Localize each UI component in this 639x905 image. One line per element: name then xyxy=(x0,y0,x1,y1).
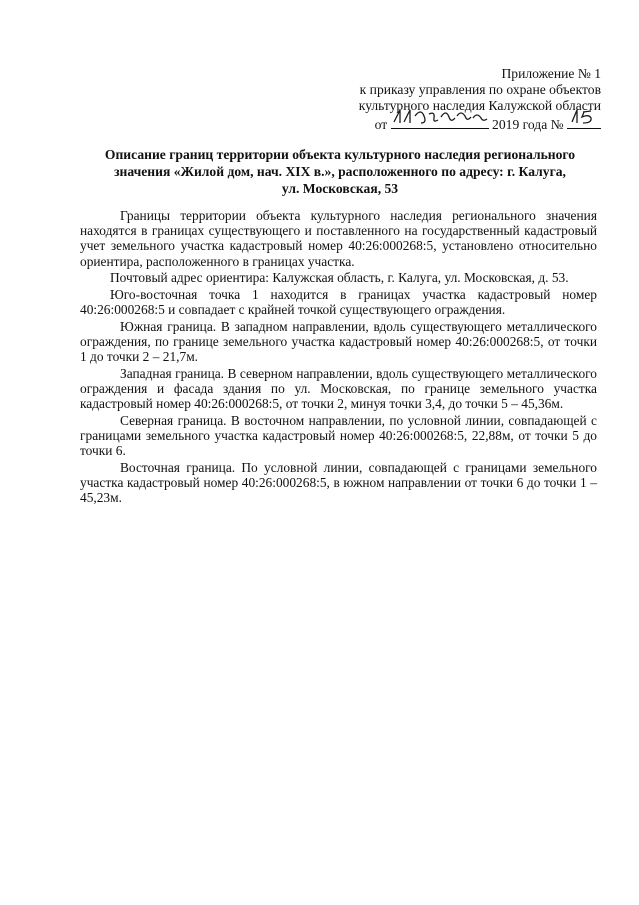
paragraph-postal-address: Почтовый адрес ориентира: Калужская область, г. Калуга, ул. Московская, д. 53. xyxy=(110,270,569,286)
paragraph-south-boundary: Южная граница. В западном направлении, вдоль существующего металлического ограждения, по границе земельного участка кадастровый номер 40:26:000268:5, от точки 1 до точки 2 – 21,7м. xyxy=(80,318,597,364)
handwritten-date-signature xyxy=(391,114,489,129)
document-title xyxy=(80,146,600,197)
paragraph-southeast-point: Юго-восточная точка 1 находится в границах участка кадастровый номер 40:26:000268:5 и совпадает с крайней точкой существующего ограждения. xyxy=(80,286,597,317)
paragraph-boundaries: Границы территории объекта культурного наследия регионального значения находятся в границах существующего и поставленного на государственный кадастровый учет земельного участка кадастровый номер 40:26:000268:5, установлено относительно ориентира, расположенного в границах участка. xyxy=(80,208,597,269)
title-line-1: Описание границ территории объекта культурного наследия регионального xyxy=(104,147,576,162)
title-line-3: ул. Московская, 53 xyxy=(281,181,399,196)
handwritten-order-number xyxy=(567,114,601,129)
appendix-number: Приложение № 1 xyxy=(501,66,601,81)
paragraph-east-boundary: Восточная граница. По условной линии, совпадающей с границами земельного участка кадастровый номер 40:26:000268:5, в южном направлении от точки 6 до точки 1 – 45,23м. xyxy=(80,459,597,505)
appendix-header xyxy=(359,66,601,133)
title-line-2: значения «Жилой дом, нач. XIX в.», расположенного по адресу: г. Калуга, xyxy=(114,164,566,179)
document-body xyxy=(80,208,597,507)
paragraph-west-boundary: Западная граница. В северном направлении, вдоль существующего металлического ограждения и фасада здания по ул. Московская, по границе земельного участка кадастровый номер 40:26:000268:5, от точки 2, минуя точки 3,4, до точки 5 – 45,36м. xyxy=(80,365,597,411)
year-label: 2019 года № xyxy=(492,117,564,132)
appendix-order-ref: к приказу управления по охране объектов xyxy=(359,82,601,97)
paragraph-north-boundary: Северная граница. В восточном направлении, по условной линии, совпадающей с границами земельного участка кадастровый номер 40:26:000268:5, 22,88м, от точки 5 до точки 6. xyxy=(80,412,597,458)
from-label: от xyxy=(374,117,388,132)
order-date-line xyxy=(359,114,601,133)
appendix-authority: культурного наследия Калужской области xyxy=(358,98,601,113)
